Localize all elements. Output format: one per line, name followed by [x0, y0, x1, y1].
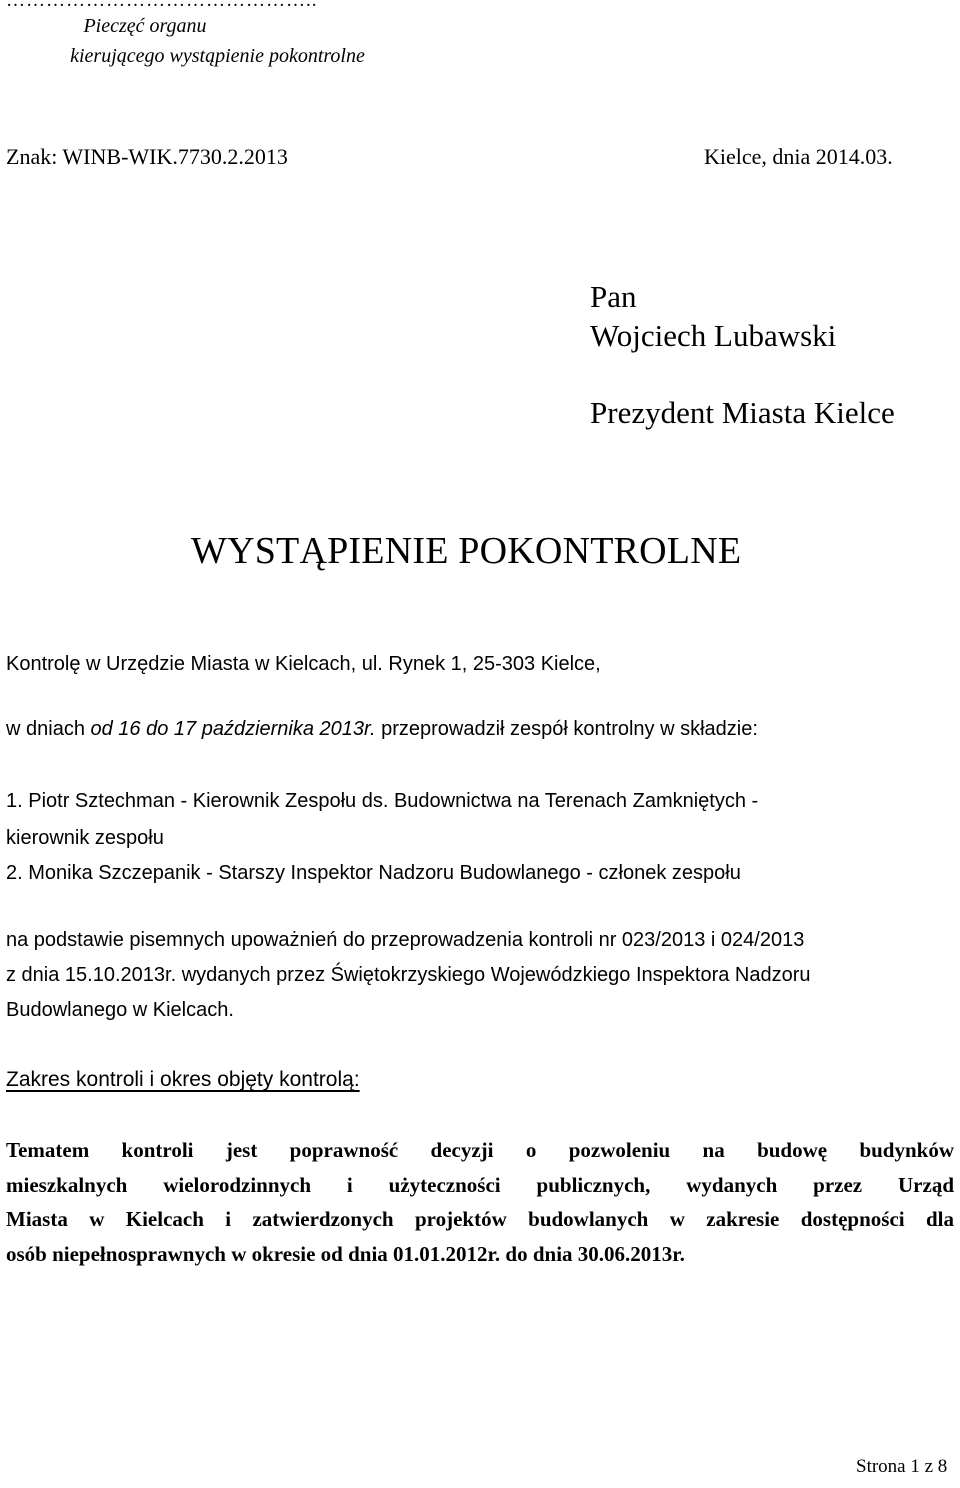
seal-caption-line2: kierującego wystąpienie pokontrolne: [70, 45, 365, 67]
seal-dots-line: ………………………………………..: [6, 0, 318, 11]
document-title: WYSTĄPIENIE POKONTROLNE: [191, 530, 742, 572]
scope-line3: Miasta w Kielcach i zatwierdzonych projektów budowlanych w zakresie dostępności dla: [6, 1207, 954, 1231]
addressee-name: Wojciech Lubawski: [590, 318, 837, 353]
addressee-salutation: Pan: [590, 279, 637, 314]
addressee-title: Prezydent Miasta Kielce: [590, 395, 895, 430]
place-date: Kielce, dnia 2014.03.: [704, 144, 893, 169]
authorization-line1: na podstawie pisemnych upoważnień do przeprowadzenia kontroli nr 023/2013 i 024/2013: [6, 929, 805, 951]
authorization-line3: Budowlanego w Kielcach.: [6, 999, 234, 1021]
page-number: Strona 1 z 8: [856, 1456, 948, 1477]
intro-line2: [6, 718, 758, 741]
seal-caption-line1: Pieczęć organu: [83, 15, 207, 37]
team-member1-line1: 1. Piotr Sztechman - Kierownik Zespołu ds. Budownictwa na Terenach Zamkniętych -: [6, 790, 759, 812]
intro-line1: Kontrolę w Urzędzie Miasta w Kielcach, ul. Rynek 1, 25-303 Kielce,: [6, 653, 601, 675]
scope-line4: osób niepełnosprawnych w okresie od dnia 01.01.2012r. do dnia 30.06.2013r.: [6, 1242, 685, 1266]
inspection-dates: od 16 do 17 października 2013r.: [90, 718, 376, 740]
intro-suffix: przeprowadził zespół kontrolny w składzie:: [375, 718, 758, 740]
reference-number: Znak: WINB-WIK.7730.2.2013: [6, 144, 288, 169]
intro-prefix: w dniach: [6, 718, 91, 740]
scope-line2: mieszkalnych wielorodzinnych i użyteczności publicznych, wydanych przez Urząd: [6, 1173, 954, 1197]
authorization-line2: z dnia 15.10.2013r. wydanych przez Świętokrzyskiego Wojewódzkiego Inspektora Nadzoru: [6, 964, 811, 986]
scope-line1: Tematem kontroli jest poprawność decyzji o pozwoleniu na budowę budynków: [6, 1138, 954, 1162]
team-member1-line2: kierownik zespołu: [6, 827, 164, 849]
team-member2: 2. Monika Szczepanik - Starszy Inspektor Nadzoru Budowlanego - członek zespołu: [6, 862, 741, 884]
scope-heading: Zakres kontroli i okres objęty kontrolą:: [6, 1068, 360, 1091]
